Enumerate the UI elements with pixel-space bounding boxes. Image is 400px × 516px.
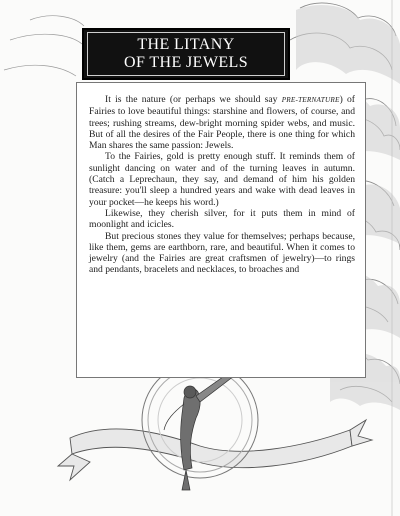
paragraph-2: To the Fairies, gold is pretty enough stuff. It reminds them of sunlight dancing on water and of the turning leaves in autumn. (Catch a Leprechaun, they say, and demand of him his golden treasure: you'll sleep a hundred years and wake with dead leaves in your pocket—he keeps his word.) [89, 151, 355, 208]
title-line-1: THE LITANY [137, 36, 235, 53]
p1-preternature-b: TERNATURE [298, 96, 340, 104]
title-line-2: OF THE JEWELS [123, 54, 248, 71]
fairy-figure [164, 363, 241, 490]
p1-preternature-a: PRE- [281, 96, 299, 104]
title-frame [87, 32, 285, 76]
paragraph-4: But precious stones they value for themselves; perhaps because, like them, gems are earthborn, rare, and beautiful. When it comes to jewelry (and the Fairies are great craftsmen of jewelry)—to rings and pendants, bracelets and necklaces, to broaches and [89, 230, 355, 276]
body-text-box [76, 82, 366, 378]
paragraph-3: Likewise, they cherish silver, for it puts them in mind of moonlight and icicles. [89, 207, 355, 231]
p1-text-end: ) of Fairies to love beautiful things: starshine and flowers, of course, and trees; rushing streams, dew-bright morning spider webs, and music. But of all the desires of the Fair People, there is one thing for which Man shares the same passion: Jewels. [89, 94, 355, 152]
title-box [82, 28, 290, 80]
paragraph-1 [89, 94, 355, 151]
ribbon-illustration [58, 420, 372, 480]
p1-text-start: It is the nature (or perhaps we should say [105, 94, 282, 105]
